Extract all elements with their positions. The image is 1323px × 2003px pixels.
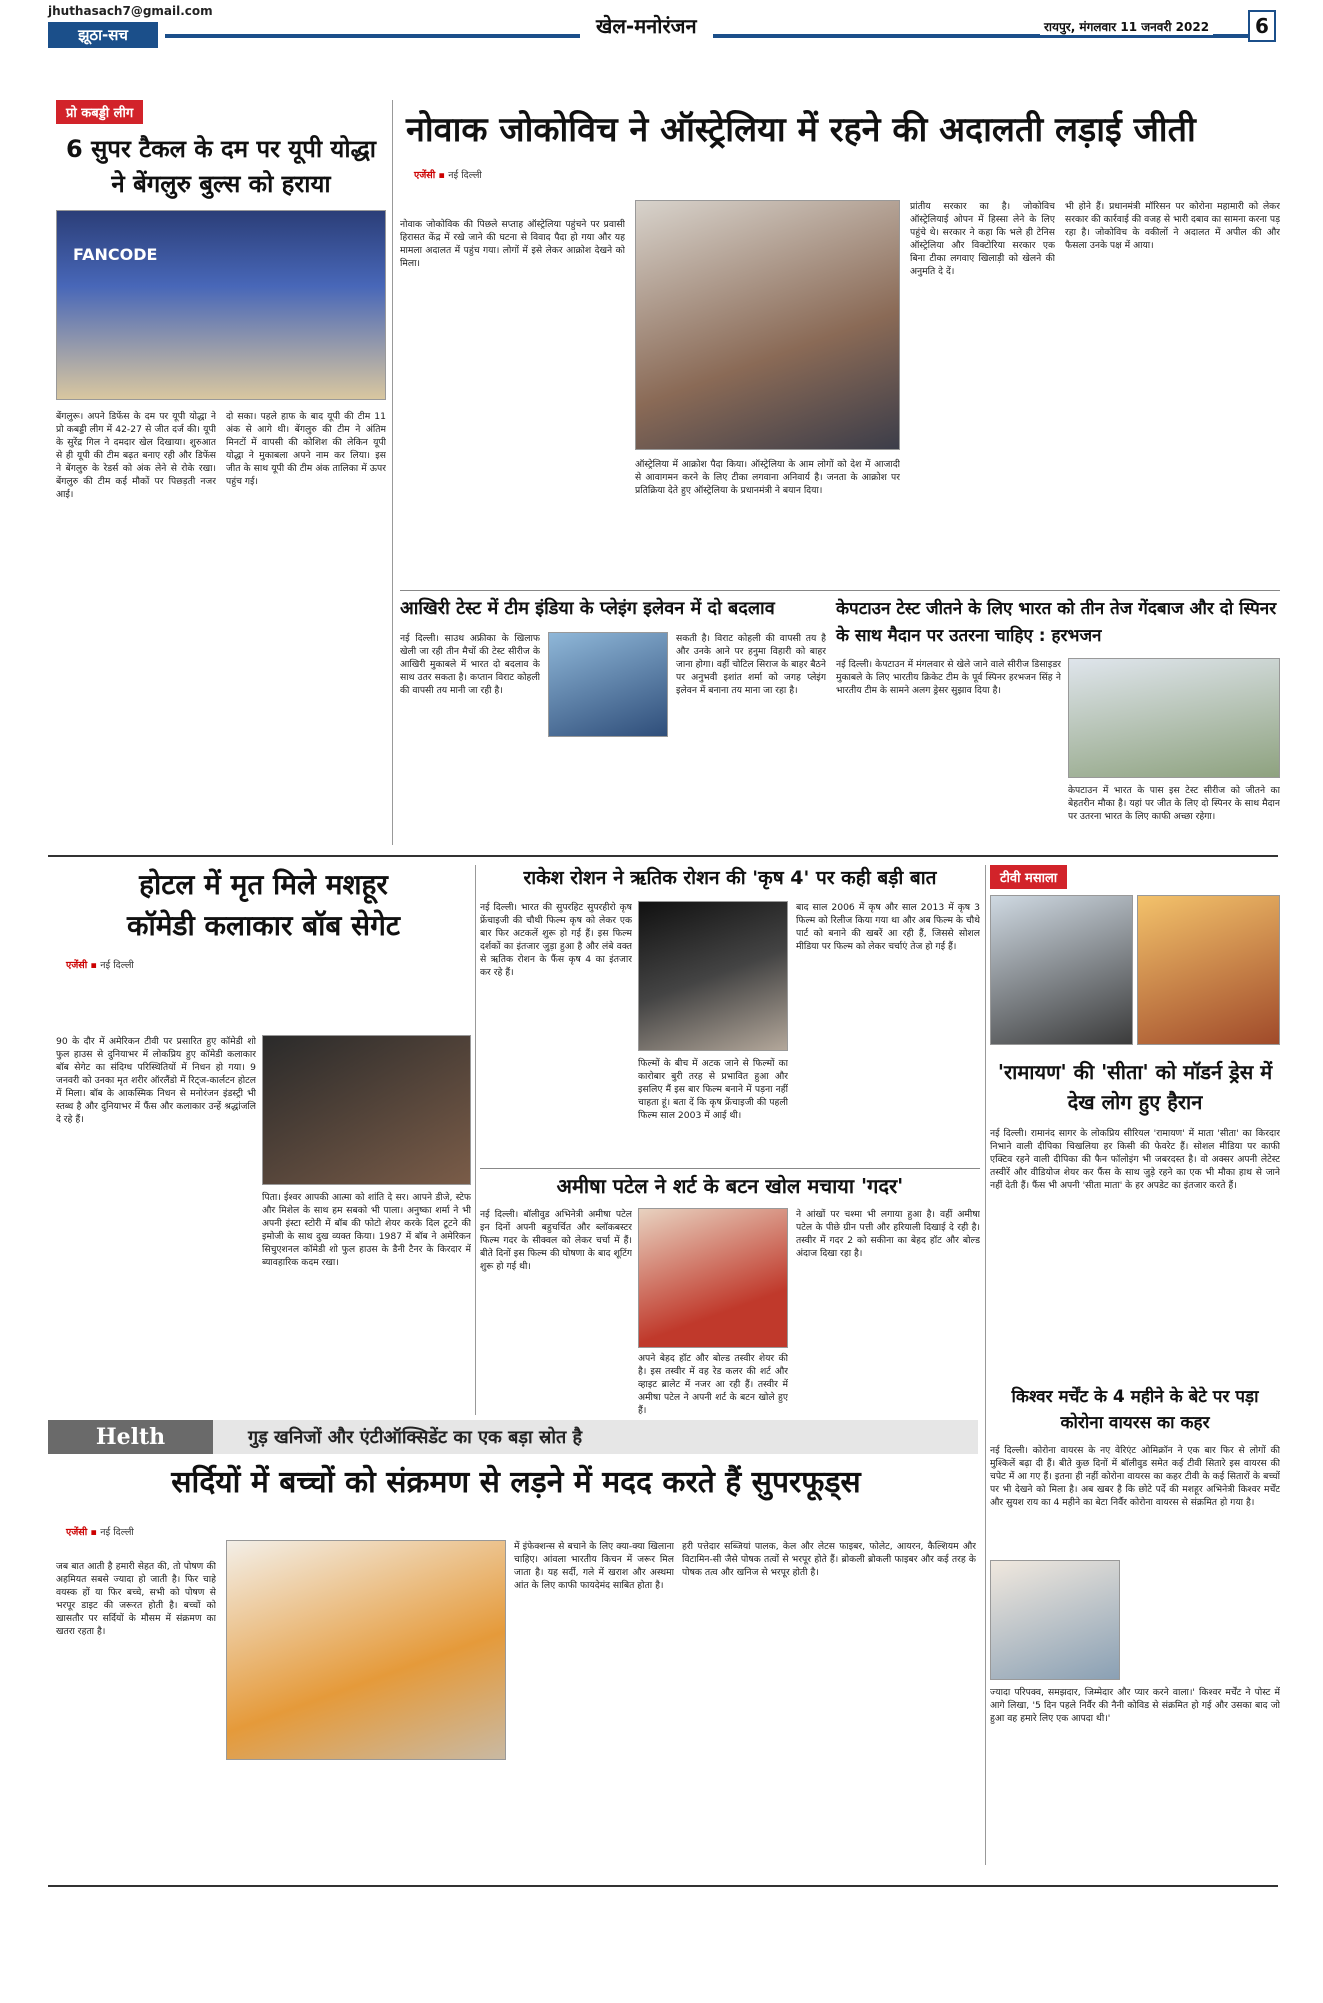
bob-saget-col-1: 90 के दौर में अमेरिकन टीवी पर प्रसारित हुए कॉमेडी शो फुल हाउस से दुनियाभर में लोकप्रिय हुए कॉमेडी कलाकार बॉब सेगेट का संदिग्ध परिस्थितियों में निधन हो गया। 9 जनवरी को उनका मृत शरीर ऑरलैंडो में रिट्ज-कार्लटन होटल में मिला। बॉब के आकस्मिक निधन से मनोरंजन इंडस्ट्री भी स्तब्ध है और दुनियाभर में फैंस और कलाकार उन्हें श्रद्धांजलि दे रहे हैं। xyxy=(56,1036,256,1126)
kishwer-headline: किश्वर मर्चेंट के 4 महीने के बेटे पर पड़ा कोरोना वायरस का कहर xyxy=(1011,1387,1259,1433)
djokovic-byline: एजेंसी ▪ नई दिल्ली xyxy=(414,169,482,181)
ameesha-story xyxy=(480,1172,980,1422)
djokovic-byline-agency: एजेंसी xyxy=(414,169,436,181)
health-byline-agency: एजेंसी xyxy=(66,1527,88,1538)
health-byline: एजेंसी ▪ नई दिल्ली xyxy=(66,1527,134,1538)
bob-saget-byline-agency: एजेंसी xyxy=(66,960,88,972)
rule-mid-top xyxy=(400,590,1280,591)
page-number: 6 xyxy=(1248,10,1276,42)
vertical-divider xyxy=(392,100,393,845)
masthead xyxy=(0,0,1323,62)
djokovic-col-3b xyxy=(910,458,1055,578)
health-tag xyxy=(48,1420,213,1454)
djokovic-byline-city: नई दिल्ली xyxy=(448,169,482,181)
ameesha-col-2: अपने बेहद हॉट और बोल्ड तस्वीर शेयर की है। इस तस्वीर में वह रेड कलर की शर्ट और व्हाइट ब्रालेट में नजर आ रही हैं। तस्वीर में अमीषा पटेल ने अपनी शर्ट के बटन खोले हुए हैं। xyxy=(638,1353,788,1417)
ameesha-photo xyxy=(638,1208,788,1348)
paper-name: झूठा-सच xyxy=(78,26,128,44)
health-photo xyxy=(226,1540,506,1760)
kishwer-side-text xyxy=(1126,1560,1280,1680)
djokovic-col-4: भी होने हैं। प्रधानमंत्री मॉरिसन पर कोरोना महामारी को लेकर सरकार की कार्रवाई की वजह से भारी दबाव का सामना करना पड़ रहा है। जोकोविच के वकीलों ने अदालत में अपील की और फैसला उनके पक्ष में आया। xyxy=(1065,201,1280,252)
footer-rule xyxy=(48,1885,1278,1887)
health-photo-caption xyxy=(226,1765,506,1875)
bob-saget-headline-1: होटल में मृत मिले मशहूर xyxy=(139,868,388,901)
rule-krrish xyxy=(480,1168,980,1169)
health-strip xyxy=(48,1420,978,1454)
ameesha-col-1: नई दिल्ली। बॉलीवुड अभिनेत्री अमीषा पटेल इन दिनों अपनी बहुचर्चित और ब्लॉकबस्टर फिल्म गदर के सीक्वल को लेकर चर्चा में हैं। बीते दिनों इस फिल्म की घोषणा के बाद शूटिंग शुरू हो गई थी। xyxy=(480,1209,632,1273)
krrish-headline: राकेश रोशन ने ऋतिक रोशन की 'कृष 4' पर कही बड़ी बात xyxy=(523,867,937,889)
kabaddi-photo xyxy=(56,210,386,400)
tv-masala-tag xyxy=(990,865,1067,889)
djokovic-story xyxy=(400,100,1280,590)
tv-masala-photo-1 xyxy=(990,895,1133,1045)
kabaddi-photo-caption: FANCODE xyxy=(73,244,158,264)
kishwer-body: नई दिल्ली। कोरोना वायरस के नए वेरिएंट ओमिक्रॉन ने एक बार फिर से लोगों की मुश्किलें बढ़ा दी हैं। बीते कुछ दिनों में बॉलीवुड समेत कई टीवी सितारे इस वायरस की चपेट में आ गए हैं। इतना ही नहीं कोरोना वायरस का कहर टीवी के कई सितारों के बच्चों पर भी देखने को मिला है। अब खबर है कि छोटे पर्दे की मशहूर अभिनेत्री किश्वर मर्चेंट और सुयश राय का 4 महीने का बेटा निर्वैर कोरोना वायरस से संक्रमित हो गया है। xyxy=(990,1445,1280,1509)
vertical-divider-2 xyxy=(475,865,476,1415)
tv-masala-photo-2 xyxy=(1137,895,1280,1045)
bob-saget-story xyxy=(56,865,471,1415)
bob-saget-headline-2: कॉमेडी कलाकार बॉब सेगेट xyxy=(127,908,400,942)
health-byline-city: नई दिल्ली xyxy=(100,1527,134,1538)
tv-masala-headline: 'रामायण' की 'सीता' को मॉडर्न ड्रेस में देख लोग हुए हैरान xyxy=(997,1060,1273,1114)
krrish-story xyxy=(480,865,980,1165)
india-test-col-1: नई दिल्ली। साउथ अफ्रीका के खिलाफ खेली जा रही तीन मैचों की टेस्ट सीरीज के आखिरी मुकाबले में भारत दो बदलाव के साथ उतर सकता है। कप्तान विराट कोहली की वापसी तय मानी जा रही है। xyxy=(400,633,540,697)
krrish-col-2: बाद साल 2006 में कृष और साल 2013 में कृष 3 फिल्म को रिलीज किया गया था और अब फिल्म के चौथे पार्ट को बनाने की खबरें आ रही हैं, जिससे सोशल मीडिया पर फिल्म को लेकर चर्चाएं तेज हो गई हैं। xyxy=(796,902,980,953)
kabaddi-headline: 6 सुपर टैकल के दम पर यूपी योद्धा ने बेंगलुरु बुल्स को हराया xyxy=(66,135,376,198)
india-test-col-2: सकती है। विराट कोहली की वापसी तय है और उनके आने पर हनुमा विहारी को बाहर जाना होगा। वहीं चोटिल सिराज के बाहर बैठने पर अनुभवी इशांत शर्मा को जगह प्लेइंग इलेवन में बनाना तय माना जा रहा है। xyxy=(676,633,826,697)
vertical-divider-3 xyxy=(985,865,986,1865)
kishwer-photo xyxy=(990,1560,1120,1680)
tv-masala-tag-label: टीवी मसाला xyxy=(1000,871,1058,886)
kabaddi-col-2: दो सका। पहले हाफ के बाद यूपी की टीम 11 अंक से आगे थी। बेंगलुरु की टीम ने अंतिम मिनटों में वापसी की कोशिश की लेकिन यूपी योद्धा ने मुकाबला अपने नाम कर लिया। इस जीत के साथ यूपी की टीम अंक तालिका में ऊपर पहुंच गई। xyxy=(226,410,386,487)
capetown-col-2: केपटाउन में भारत के पास इस टेस्ट सीरीज को जीतने का बेहतरीन मौका है। यहां पर जीत के लिए दो स्पिनर के साथ मैदान पर उतरना भारत के लिए काफी अच्छा रहेगा। xyxy=(1068,785,1280,823)
india-test-photo xyxy=(548,632,668,737)
ameesha-col-3: ने आंखों पर चश्मा भी लगाया हुआ है। वहीं अमीषा पटेल के पीछे ग्रीन पत्ती और हरियाली दिखाई दे रही है। तस्वीर में गदर 2 को सकीना का बेहद हॉट और बोल्ड अंदाज दिखा रहा है। xyxy=(796,1209,980,1260)
dateline: रायपुर, मंगलवार 11 जनवरी 2022 xyxy=(1040,18,1213,35)
kabaddi-story xyxy=(56,100,386,842)
tv-masala-story xyxy=(990,865,1280,1375)
health-story xyxy=(56,1460,976,1880)
health-col-3: हरी पत्तेदार सब्जियां पालक, केल और लेटस फाइबर, फोलेट, आयरन, कैल्शियम और विटामिन-सी जैसे पोषक तत्वों से भरपूर होते हैं। ब्रोकली ब्रोकली फाइबर और कई तरह के पोषक तत्व और खनिज से भरपूर होती है। xyxy=(682,1541,976,1579)
health-col-1: जब बात आती है हमारी सेहत की, तो पोषण की अहमियत सबसे ज्यादा हो जाती है। फिर चाहे वयस्क हों या फिर बच्चे, सभी को पोषण से भरपूर डाइट की जरूरत होती है। बच्चों को खासतौर पर सर्दियों के मौसम में संक्रमण का खतरा रहता है। xyxy=(56,1561,216,1638)
health-headline: सर्दियों में बच्चों को संक्रमण से लड़ने में मदद करते हैं सुपरफूड्स xyxy=(171,1465,861,1500)
kabaddi-tag-label: प्रो कबड्डी लीग xyxy=(66,106,134,121)
djokovic-col-2: ऑस्ट्रेलिया में आक्रोश पैदा किया। ऑस्ट्रेलिया के आम लोगों को देश में आजादी से आवागमन करने के लिए टीका लगवाना अनिवार्य है। जनता के आक्रोश पर प्रतिक्रिया देते हुए ऑस्ट्रेलिया के प्रधानमंत्री ने बयान दिया। xyxy=(635,459,900,497)
rule-section-2 xyxy=(48,855,1278,857)
india-test-headline: आखिरी टेस्ट में टीम इंडिया के प्लेइंग इलेवन में दो बदलाव xyxy=(400,598,775,619)
india-test-story xyxy=(400,596,830,846)
bob-saget-byline-city: नई दिल्ली xyxy=(100,960,134,972)
bob-saget-col-2: पिता। ईश्वर आपकी आत्मा को शांति दे सर। आपने डीजे, स्टेफ और मिशेल के साथ हम सबको भी पाला। अनुष्का शर्मा ने भी अपनी इंस्टा स्टोरी में बॉब की फोटो शेयर करके दिल टूटने की इमोजी के साथ दुख व्यक्त किया। 1987 में बॉब ने अमेरिकन सिचुएशनल कॉमेडी शो फुल हाउस के डैनी टैनर के किरदार में ब्यावहारिक कदम रखा। xyxy=(262,1192,471,1269)
krrish-col-1: नई दिल्ली। भारत की सुपरहिट सुपरहीरो कृष फ्रेंचाइजी की चौथी फिल्म कृष को लेकर एक बार फिर अटकलें शुरू हो गई हैं। इस फिल्म दर्शकों का इंतजार जुड़ा हुआ है और लंबे वक्त से ऋतिक रोशन के फैंस कृष 4 का इंतजार कर रहे हैं। xyxy=(480,902,632,979)
djokovic-col-1: नोवाक जोकोविक की पिछले सप्ताह ऑस्ट्रेलिया पहुंचने पर प्रवासी हिरासत केंद्र में रखे जाने की घटना से विवाद पैदा हो गया और यह मामला अदालत में पहुंच गया। लोगों में इसे लेकर आक्रोश देखने को मिला। xyxy=(400,219,625,270)
kishwer-body-2: ज्यादा परिपक्व, समझदार, जिम्मेदार और प्यार करने वाला।' किश्वर मर्चेंट ने पोस्ट में आगे लिखा, '5 दिन पहले निर्वैर की नैनी कोविड से संक्रमित हो गई और उसका बाद जो हुआ वह हमारे लिए एक आपदा थी।' xyxy=(990,1687,1280,1725)
tv-masala-body: नई दिल्ली। रामानंद सागर के लोकप्रिय सीरियल 'रामायण' में माता 'सीता' का किरदार निभाने वाली दीपिका चिखलिया हर किसी की फेवरेट हैं। सोशल मीडिया पर काफी एक्टिव रहने वाली दीपिका की फैन फॉलोइंग भी जबरदस्त है। वो अक्सर अपनी लेटेस्ट तस्वीरें और वीडियोज शेयर कर फैंस के साथ जुड़े रहने का एक भी मौका हाथ से जाने नहीं देती हैं। फैंस भी अपनी 'सीता माता' के हर अपडेट का इंतजार करते हैं। xyxy=(990,1128,1280,1192)
kishwer-story xyxy=(990,1385,1280,1865)
ameesha-headline: अमीषा पटेल ने शर्ट के बटन खोल मचाया 'गदर' xyxy=(556,1174,904,1198)
krrish-photo xyxy=(638,901,788,1051)
djokovic-headline: नोवाक जोकोविच ने ऑस्ट्रेलिया में रहने की अदालती लड़ाई जीती xyxy=(406,110,1196,150)
paper-name-badge xyxy=(48,22,158,48)
section-title: खेल-मनोरंजन xyxy=(580,12,713,39)
kabaddi-tag xyxy=(56,100,143,124)
capetown-story xyxy=(836,596,1280,846)
krrish-col-3: फिल्मों के बीच में अटक जाने से फिल्मों का कारोबार बुरी तरह से प्रभावित हुआ और इसलिए मैं इस बार फिल्म बनाने में पड़ना नहीं चाहता हूं। बता दें कि कृष फ्रेंचाइजी की पहली फिल्म साल 2003 में आई थी। xyxy=(638,1058,788,1122)
capetown-headline: केपटाउन टेस्ट जीतने के लिए भारत को तीन तेज गेंदबाज और दो स्पिनर के साथ मैदान पर उतरना चाहिए : हरभजन xyxy=(836,599,1277,647)
capetown-photo xyxy=(1068,658,1280,778)
health-col-2: में इंफेक्शन्स से बचाने के लिए क्या-क्या खिलाना चाहिए। आंवला भारतीय किचन में जरूर मिल जाता है। यह सर्दी, गले में खराश और अस्थमा आंत के लिए काफी फायदेमंद साबित होता है। xyxy=(514,1541,674,1592)
health-strip-text: गुड़ खनिजों और एंटीऑक्सिडेंट का एक बड़ा स्रोत है xyxy=(248,1427,583,1448)
djokovic-photo xyxy=(635,200,900,450)
djokovic-col-3: प्रांतीय सरकार का है। जोकोविच ऑस्ट्रेलियाई ओपन में हिस्सा लेने के लिए पहुंचे थे। सरकार ने कहा कि भले ही टेनिस ऑस्ट्रेलिया और विक्टोरिया सरकार एक बिना टीका लगवाए खिलाड़ी को खेलने की अनुमति दे दें। xyxy=(910,201,1055,278)
bob-saget-byline: एजेंसी ▪ नई दिल्ली xyxy=(66,960,134,972)
bob-saget-photo xyxy=(262,1035,471,1185)
kabaddi-col-1: बेंगलुरू। अपने डिफेंस के दम पर यूपी योद्धा ने प्रो कबड्डी लीग में 42-27 से जीत दर्ज की। यूपी के सुरेंद्र गिल ने दमदार खेल दिखाया। शुरुआत से ही यूपी की टीम बढ़त बनाए रही और डिफेंस ने बेंगलुरु के रेडर्स को अंक लेने से रोके रखा। बेंगलुरु की टीम कई मौकों पर पिछड़ती नजर आई। xyxy=(56,410,216,500)
capetown-col-1: नई दिल्ली। केपटाउन में मंगलवार से खेले जाने वाले सीरीज डिसाइडर मुकाबले के लिए भारतीय क्रिकेट टीम के पूर्व स्पिनर हरभजन सिंह ने भारतीय टीम के सामने अलग ड्रेसर सुझाव दिया है। xyxy=(836,659,1061,697)
email-line: jhuthasach7@gmail.com xyxy=(48,4,213,18)
health-tag-label: Helth xyxy=(95,1424,166,1450)
